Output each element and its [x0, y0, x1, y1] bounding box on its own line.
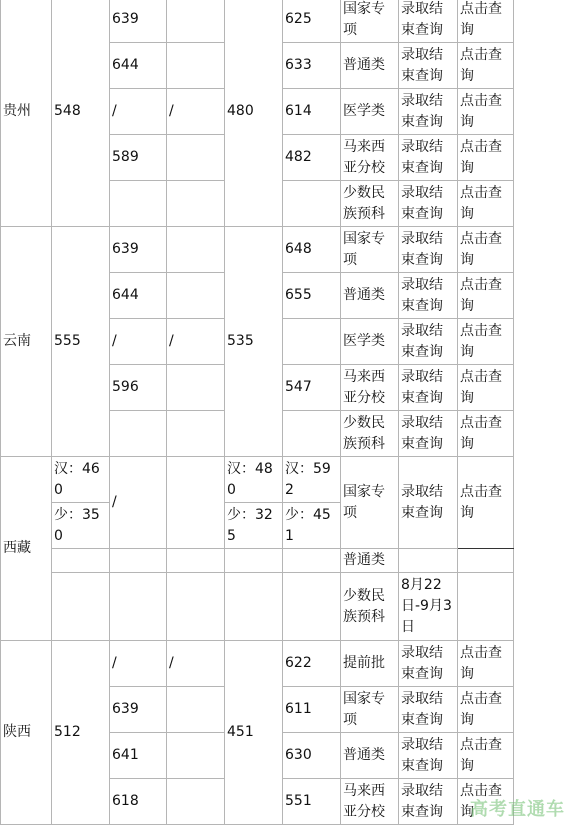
- batch-type: 国家专项: [341, 227, 399, 273]
- score-cell: 622: [283, 641, 341, 687]
- batch-type: 医学类: [341, 319, 399, 365]
- batch-type: 提前批: [341, 641, 399, 687]
- batch-type: 普通类: [341, 43, 399, 89]
- status-text: 录取结束查询: [399, 181, 458, 227]
- status-text: 录取结束查询: [399, 43, 458, 89]
- score-cell: 汉：480: [225, 457, 283, 503]
- batch-type: 普通类: [341, 273, 399, 319]
- score-cell: 汉：460: [52, 457, 110, 503]
- score-cell: 639: [110, 687, 167, 733]
- score-cell: 汉：592: [283, 457, 341, 503]
- status-text: 录取结束查询: [399, 319, 458, 365]
- table-row: [1, 457, 514, 503]
- province-name: 贵州: [1, 0, 52, 227]
- status-text: [399, 549, 458, 573]
- score-cell: 596: [110, 365, 167, 411]
- table-row: [1, 227, 514, 273]
- score-cell: [167, 457, 225, 549]
- score-cell: [110, 549, 167, 573]
- batch-type: 普通类: [341, 733, 399, 779]
- province-name: 西藏: [1, 457, 52, 641]
- score-cell: [283, 181, 341, 227]
- score-line-a: 512: [52, 641, 110, 825]
- province-name: 陕西: [1, 641, 52, 825]
- query-link[interactable]: 点击查询: [458, 779, 514, 825]
- query-link[interactable]: 点击查询: [458, 411, 514, 457]
- score-cell: 644: [110, 43, 167, 89]
- score-cell: [283, 549, 341, 573]
- query-link[interactable]: 点击查询: [458, 227, 514, 273]
- status-text: 录取结束查询: [399, 779, 458, 825]
- score-cell: [110, 411, 167, 457]
- batch-type: 普通类: [341, 549, 399, 573]
- status-text: 录取结束查询: [399, 135, 458, 181]
- query-link[interactable]: 点击查询: [458, 181, 514, 227]
- score-cell: 633: [283, 43, 341, 89]
- score-cell: 618: [110, 779, 167, 825]
- score-cell: [52, 549, 110, 573]
- score-cell: [283, 573, 341, 641]
- score-cell: /: [167, 319, 225, 365]
- score-cell: [167, 365, 225, 411]
- score-cell: /: [167, 89, 225, 135]
- score-cell: 少：325: [225, 503, 283, 549]
- score-cell: [167, 549, 225, 573]
- query-link[interactable]: 点击查询: [458, 43, 514, 89]
- status-text: 录取结束查询: [399, 0, 458, 43]
- score-cell: 641: [110, 733, 167, 779]
- score-line-a: 555: [52, 227, 110, 457]
- score-cell: [167, 227, 225, 273]
- status-text: 录取结束查询: [399, 641, 458, 687]
- score-line-b: 535: [225, 227, 283, 457]
- batch-type: 少数民族预科: [341, 411, 399, 457]
- score-cell: [110, 573, 167, 641]
- score-cell: 551: [283, 779, 341, 825]
- score-cell: 611: [283, 687, 341, 733]
- query-link[interactable]: 点击查询: [458, 0, 514, 43]
- status-text: 录取结束查询: [399, 273, 458, 319]
- status-text: 录取结束查询: [399, 457, 458, 549]
- score-cell: [167, 273, 225, 319]
- table-row: [1, 549, 514, 573]
- score-cell: 少：350: [52, 503, 110, 549]
- watermark-logo: 高考直通车: [470, 799, 565, 820]
- score-cell: 644: [110, 273, 167, 319]
- batch-type: 国家专项: [341, 687, 399, 733]
- batch-type: 少数民族预科: [341, 181, 399, 227]
- batch-type: 国家专项: [341, 457, 399, 549]
- batch-type: 马来西亚分校: [341, 779, 399, 825]
- score-cell: 614: [283, 89, 341, 135]
- score-cell: /: [110, 89, 167, 135]
- query-link[interactable]: 点击查询: [458, 365, 514, 411]
- score-cell: /: [167, 641, 225, 687]
- status-text: 录取结束查询: [399, 411, 458, 457]
- batch-type: 马来西亚分校: [341, 365, 399, 411]
- score-cell: 655: [283, 273, 341, 319]
- batch-type: 医学类: [341, 89, 399, 135]
- score-cell: [167, 0, 225, 43]
- score-cell: [225, 573, 283, 641]
- score-cell: 630: [283, 733, 341, 779]
- batch-type: 国家专项: [341, 0, 399, 43]
- status-text: 录取结束查询: [399, 687, 458, 733]
- query-link[interactable]: 点击查询: [458, 457, 514, 549]
- batch-type: 马来西亚分校: [341, 135, 399, 181]
- score-cell: /: [110, 319, 167, 365]
- score-cell: [110, 181, 167, 227]
- query-link[interactable]: 点击查询: [458, 135, 514, 181]
- score-cell: 589: [110, 135, 167, 181]
- score-cell: [283, 319, 341, 365]
- score-line-b: 480: [225, 0, 283, 227]
- score-cell: [225, 549, 283, 573]
- score-cell: /: [110, 641, 167, 687]
- query-link[interactable]: 点击查询: [458, 319, 514, 365]
- score-cell: 639: [110, 0, 167, 43]
- table-row: [1, 0, 514, 43]
- score-cell: 648: [283, 227, 341, 273]
- score-cell: 482: [283, 135, 341, 181]
- query-link[interactable]: 点击查询: [458, 687, 514, 733]
- query-link: [458, 573, 514, 641]
- query-link: [458, 549, 514, 573]
- score-cell: [167, 43, 225, 89]
- score-cell: [283, 411, 341, 457]
- status-text: 8月22日-9月3日: [399, 573, 458, 641]
- query-link[interactable]: 点击查询: [458, 733, 514, 779]
- score-cell: [167, 573, 225, 641]
- score-line-b: 451: [225, 641, 283, 825]
- status-text: 录取结束查询: [399, 227, 458, 273]
- score-cell: 625: [283, 0, 341, 43]
- table-row: [1, 573, 514, 641]
- table-row: [1, 641, 514, 687]
- status-text: 录取结束查询: [399, 365, 458, 411]
- query-link[interactable]: 点击查询: [458, 641, 514, 687]
- score-cell: [167, 733, 225, 779]
- batch-type: 少数民族预科: [341, 573, 399, 641]
- score-cell: [167, 687, 225, 733]
- score-cell: [167, 135, 225, 181]
- score-cell: 639: [110, 227, 167, 273]
- query-link[interactable]: 点击查询: [458, 89, 514, 135]
- score-cell: 547: [283, 365, 341, 411]
- score-line-a: 548: [52, 0, 110, 227]
- province-name: 云南: [1, 227, 52, 457]
- score-cell: 少：451: [283, 503, 341, 549]
- score-cell: [167, 181, 225, 227]
- status-text: 录取结束查询: [399, 89, 458, 135]
- score-cell: /: [110, 457, 167, 549]
- query-link[interactable]: 点击查询: [458, 273, 514, 319]
- status-text: 录取结束查询: [399, 733, 458, 779]
- score-cell: [167, 779, 225, 825]
- score-cell: [52, 573, 110, 641]
- score-cell: [167, 411, 225, 457]
